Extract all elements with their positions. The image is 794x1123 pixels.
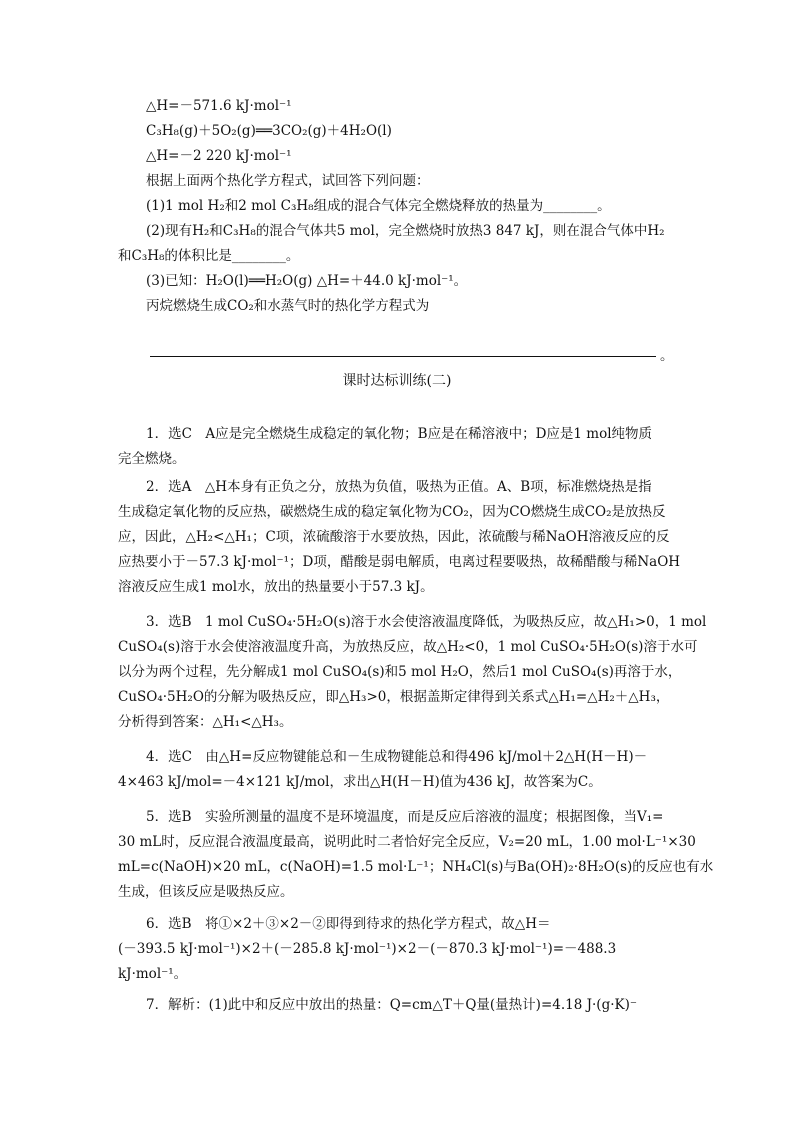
answer-2-line-3: 应，因此，△H₂<△H₁；C项，浓硫酸溶于水要放热，因此，浓硫酸与稀NaOH溶液反应的反 <box>118 529 670 545</box>
answer-6-line-1: 6．选B 将①×2＋③×2－②即得到待求的热化学方程式，故△H＝ <box>146 916 551 932</box>
answer-5-line-2: 30 mL时，反应混合液温度最高，说明此时二者恰好完全反应，V₂=20 mL，1.00 mol·L⁻¹×30 <box>118 834 696 850</box>
answer-7-line-1: 7．解析：(1)此中和反应中放出的热量：Q=cm△T＋Q量(量热计)=4.18 J·(g·K)⁻ <box>146 997 637 1013</box>
answer-end-mark: 。 <box>660 348 674 364</box>
question-2-line-1: (2)现有H₂和C₃H₈的混合气体共5 mol，完全燃烧时放热3 847 kJ，则在混合气体中H₂ <box>146 223 665 239</box>
answer-5-line-4: 生成，但该反应是吸热反应。 <box>118 884 294 900</box>
answer-6-line-2: (－393.5 kJ·mol⁻¹)×2＋(－285.8 kJ·mol⁻¹)×2－(－870.3 kJ·mol⁻¹)=－488.3 <box>118 941 617 957</box>
answer-5-line-3: mL=c(NaOH)×20 mL，c(NaOH)=1.5 mol·L⁻¹；NH₄Cl(s)与Ba(OH)₂·8H₂O(s)的反应也有水 <box>118 859 714 875</box>
answer-5-line-1: 5．选B 实验所测量的温度不是环境温度，而是反应后溶液的温度；根据图像，当V₁= <box>146 809 664 825</box>
answer-2-line-1: 2．选A △H本身有正负之分，放热为负值，吸热为正值。A、B项，标准燃烧热是指 <box>146 479 652 495</box>
answer-2-line-4: 应热要小于－57.3 kJ·mol⁻¹；D项，醋酸是弱电解质，电离过程要吸热，故稀醋酸与稀NaOH <box>118 554 681 570</box>
question-1: (1)1 mol H₂和2 mol C₃H₈组成的混合气体完全燃烧释放的热量为________。 <box>146 198 611 214</box>
answer-4-line-1: 4．选C 由△H=反应物键能总和－生成物键能总和得496 kJ/mol＋2△H(H－H)－ <box>146 749 648 765</box>
answer-3-line-4: CuSO₄·5H₂O的分解为吸热反应，即△H₃>0，根据盖斯定律得到关系式△H₁=△H₂＋△H₃， <box>118 689 670 705</box>
answer-3-line-5: 分析得到答案：△H₁<△H₃。 <box>118 714 293 730</box>
answer-3-line-1: 3．选B 1 mol CuSO₄·5H₂O(s)溶于水会使溶液温度降低，为吸热反应，故△H₁>0，1 mol <box>146 614 707 630</box>
question-intro: 根据上面两个热化学方程式，试回答下列问题： <box>146 173 430 189</box>
answer-3-line-3: 以分为两个过程，先分解成1 mol CuSO₄(s)和5 mol H₂O，然后1 mol CuSO₄(s)再溶于水， <box>118 664 682 680</box>
section-title: 课时达标训练(二) <box>342 373 452 389</box>
answer-1-line-1: 1．选C A应是完全燃烧生成稳定的氧化物；B应是在稀溶液中；D应是1 mol纯物质 <box>146 426 653 442</box>
question-2-line-2: 和C₃H₈的体积比是________。 <box>118 248 300 264</box>
answer-4-line-2: 4×463 kJ/mol=－4×121 kJ/mol，求出△H(H－H)值为436 kJ，故答案为C。 <box>118 774 602 790</box>
question-3-prompt: 丙烷燃烧生成CO₂和水蒸气时的热化学方程式为 <box>146 298 430 314</box>
equation-dh-2: △H=－2 220 kJ·mol⁻¹ <box>146 148 292 164</box>
question-3: (3)已知：H₂O(l)══H₂O(g) △H=＋44.0 kJ·mol⁻¹。 <box>146 273 468 289</box>
answer-1-line-2: 完全燃烧。 <box>118 451 186 467</box>
equation-dh-1: △H=－571.6 kJ·mol⁻¹ <box>146 98 292 114</box>
equation-propane: C₃H₈(g)＋5O₂(g)══3CO₂(g)＋4H₂O(l) <box>146 123 392 139</box>
answer-blank-line <box>150 356 656 357</box>
answer-6-line-3: kJ·mol⁻¹。 <box>118 966 188 982</box>
answer-3-line-2: CuSO₄(s)溶于水会使溶液温度升高，为放热反应，故△H₂<0，1 mol CuSO₄·5H₂O(s)溶于水可 <box>118 639 698 655</box>
answer-2-line-2: 生成稳定氧化物的反应热，碳燃烧生成的稳定氧化物为CO₂，因为CO燃烧生成CO₂是放热反 <box>118 504 666 520</box>
answer-2-line-5: 溶液反应生成1 mol水，放出的热量要小于57.3 kJ。 <box>118 579 434 595</box>
